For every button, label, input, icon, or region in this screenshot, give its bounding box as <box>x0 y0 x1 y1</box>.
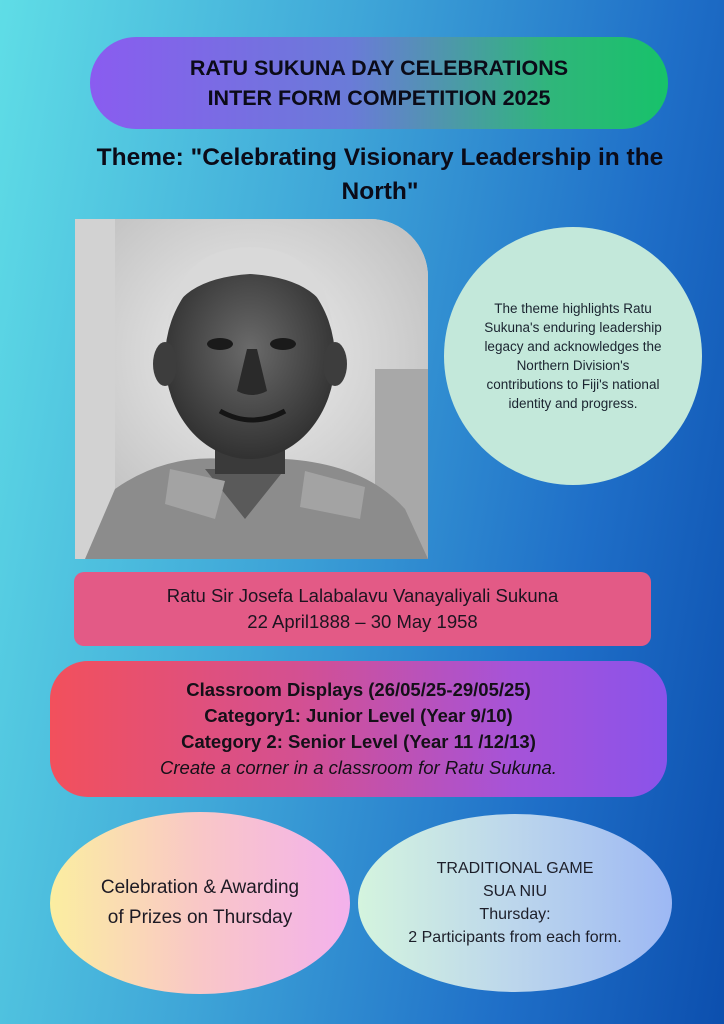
game-title: TRADITIONAL GAME <box>436 860 594 877</box>
category-junior: Category1: Junior Level (Year 9/10) <box>204 705 513 726</box>
category-senior: Category 2: Senior Level (Year 11 /12/13) <box>181 731 536 752</box>
theme-description-text: The theme highlights Ratu Sukuna's enduring leadership legacy and acknowledges the Northern Division's contributions to Fiji's national identity and progress. <box>484 301 662 411</box>
game-day: Thursday: <box>479 906 551 923</box>
prizes-text: Celebration & Awarding of Prizes on Thursday <box>100 877 300 928</box>
classroom-displays-panel <box>50 661 667 797</box>
portrait-photo <box>75 219 428 559</box>
theme-heading: Theme: "Celebrating Visionary Leadership in the North" <box>96 144 664 205</box>
portrait-image <box>75 219 428 559</box>
theme-description-bubble <box>444 227 702 485</box>
name-banner <box>74 572 651 646</box>
header-title-line-1: RATU SUKUNA DAY CELEBRATIONS <box>189 56 569 80</box>
header-title-line-2: INTER FORM COMPETITION 2025 <box>207 86 551 110</box>
prizes-bubble <box>50 812 350 994</box>
life-dates: 22 April1888 – 30 May 1958 <box>247 611 478 632</box>
game-participants: 2 Participants from each form. <box>408 929 622 946</box>
header-banner <box>90 37 668 129</box>
displays-title: Classroom Displays (26/05/25-29/05/25) <box>186 679 531 700</box>
traditional-game-bubble <box>358 814 672 992</box>
displays-instruction: Create a corner in a classroom for Ratu Sukuna. <box>160 757 557 778</box>
full-name: Ratu Sir Josefa Lalabalavu Vanayaliyali Sukuna <box>166 585 559 606</box>
game-name: SUA NIU <box>482 883 547 900</box>
